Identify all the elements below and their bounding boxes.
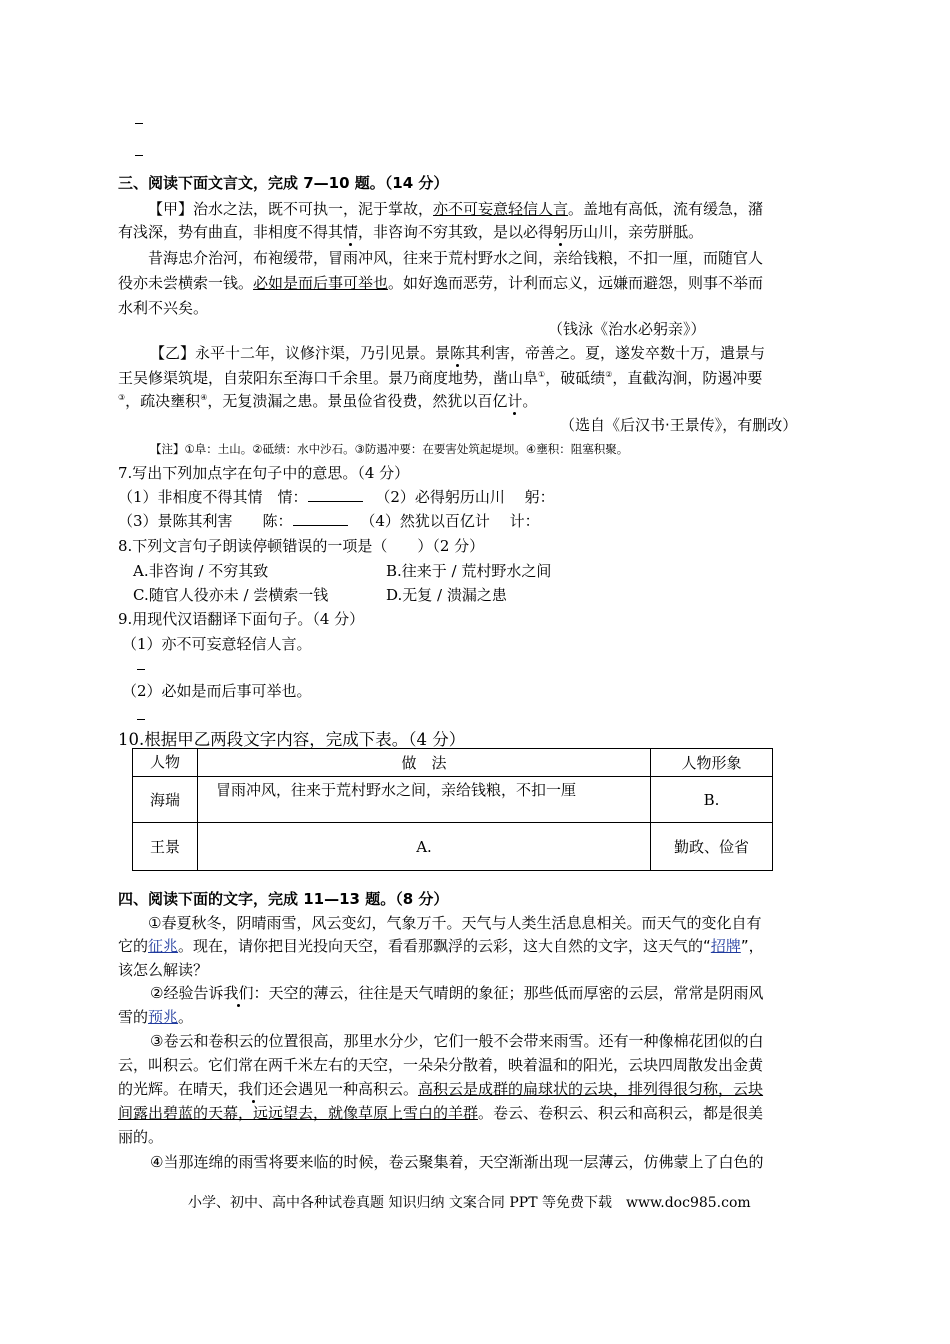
yi-text: ，无复溃漏之患。景虽俭省役费，然犹以百亿 bbox=[207, 392, 508, 410]
cell-method: 冒雨冲风，往来于荒村野水之间，亲给钱粮，不扣一厘 bbox=[198, 777, 651, 823]
s4-p1-line-3: 该怎么解读？ bbox=[118, 961, 209, 979]
q8-option-b[interactable]: B.往来于 / 荒村野水之间 bbox=[386, 562, 552, 580]
jia-p2-line-2 bbox=[118, 272, 763, 293]
table-row bbox=[133, 777, 773, 823]
footnote-mark: ③ bbox=[118, 393, 126, 402]
stray-dash-2 bbox=[135, 155, 143, 156]
q7-item-3: （3）景陈其利害 陈： bbox=[118, 512, 293, 530]
yi-text: 。 bbox=[522, 392, 538, 410]
yi-line-3 bbox=[118, 390, 537, 411]
link-zhaopai[interactable]: 招牌 bbox=[710, 937, 741, 955]
link-zhengzhao[interactable]: 征兆 bbox=[148, 937, 179, 955]
s4-p4-line-1: ④当那连绵的雨雪将要来临的时候，卷云聚集着，天空渐渐出现一层薄云，仿佛蒙上了白色的 bbox=[150, 1153, 764, 1171]
q7-row-1 bbox=[118, 486, 555, 507]
dotted-word: 我们 bbox=[223, 984, 254, 1002]
q10-stem: 10.根据甲乙两段文字内容，完成下表。（4 分） bbox=[118, 730, 466, 749]
s4-p2-line-2 bbox=[118, 1006, 193, 1027]
s4-text: 雪的 bbox=[118, 1008, 149, 1026]
q8-option-d[interactable]: D.无复 / 溃漏之患 bbox=[386, 586, 507, 604]
cell-person: 海瑞 bbox=[133, 777, 198, 823]
jia-p2-line-1: 昔海忠介治河，布袍缓带，冒雨冲风，往来于荒村野水之间，亲给钱粮，不扣一厘，而随官人 bbox=[148, 249, 764, 267]
jia-underlined-sentence: 必如是而后事可举也 bbox=[253, 274, 389, 292]
q7-stem: 7.写出下列加点字在句子中的意思。（4 分） bbox=[118, 464, 410, 482]
dotted-char: 计 bbox=[507, 392, 523, 410]
header-image: 人物形象 bbox=[651, 749, 773, 777]
footnote-mark: ② bbox=[605, 370, 613, 379]
q8-option-c[interactable]: C.随官人役亦未 / 尝横索一钱 bbox=[133, 586, 329, 604]
header-person: 人物 bbox=[133, 749, 198, 777]
yi-text: ，破砥绩 bbox=[545, 369, 606, 387]
jia-text: 【甲】治水之法，既不可执一，泥于掌故， bbox=[148, 200, 434, 218]
table-header-row bbox=[133, 749, 773, 777]
s4-text: 。 bbox=[178, 1008, 194, 1026]
s4-text: 。卷云、卷积云、积云和高积云，都是很美 bbox=[478, 1104, 764, 1122]
dotted-char: 情 bbox=[343, 223, 359, 241]
yi-text: 王吴修渠筑堤，自荥阳东至海口千余里。景乃商度地势，凿山阜 bbox=[118, 369, 539, 387]
dotted-word: 我们 bbox=[238, 1080, 269, 1098]
jia-underlined-sentence: 亦不可妄意轻信人言 bbox=[433, 200, 569, 218]
jia-line-2 bbox=[118, 221, 703, 242]
s4-p1-line-1: ①春夏秋冬，阴晴雨雪，风云变幻，气象万千。天气与人类生活息息相关。而天气的变化自有 bbox=[148, 914, 762, 932]
page-footer: 小学、初中、高中各种试卷真题 知识归纳 文案合同 PPT 等免费下载 www.doc985.com bbox=[188, 1195, 751, 1211]
dotted-char: 陈 bbox=[450, 344, 466, 362]
s4-p3-line-2: 云，叫积云。它们常在两千米左右的天空，一朵朵分散着，映着温和的阳光，云块四周散发出金黄 bbox=[118, 1056, 764, 1074]
s4-underlined-sentence: 间露出碧蓝的天幕，远远望去，就像草原上雪白的羊群 bbox=[118, 1104, 479, 1122]
jia-text: 有浅深，势有曲直，非相度不得其 bbox=[118, 223, 344, 241]
stray-dash-1 bbox=[135, 123, 143, 124]
q9-answer-line-2[interactable] bbox=[137, 719, 145, 720]
q10-table bbox=[132, 748, 773, 871]
link-yuzhao[interactable]: 预兆 bbox=[148, 1008, 179, 1026]
cell-image: 勤政、俭省 bbox=[651, 823, 773, 871]
s4-text: ②经验告诉 bbox=[150, 984, 224, 1002]
q7-row-2 bbox=[118, 510, 540, 531]
q8-stem: 8.下列文言句子朗读停顿错误的一项是（ ）（2 分） bbox=[118, 537, 485, 555]
jia-p2-line-3: 水利不兴矣。 bbox=[118, 299, 209, 317]
q7-answer-blank-1[interactable] bbox=[308, 487, 363, 502]
s4-p3-line-1: ③卷云和卷积云的位置很高，那里水分少，它们一般不会带来雨雪。还有一种像棉花团似的白 bbox=[150, 1032, 764, 1050]
jia-source: （钱泳《治水必躬亲》） bbox=[548, 320, 706, 338]
jia-text: ，非咨询不穷其致，是以必得 bbox=[358, 223, 554, 241]
q9-stem: 9.用现代汉语翻译下面句子。（4 分） bbox=[118, 610, 365, 628]
section4-heading: 四、阅读下面的文字，完成 11—13 题。（8 分） bbox=[118, 890, 449, 908]
q8-option-a[interactable]: A.非咨询 / 不穷其致 bbox=[133, 562, 269, 580]
s4-text: 它的 bbox=[118, 937, 149, 955]
s4-p3-line-5: 丽的。 bbox=[118, 1128, 164, 1146]
section3-heading: 三、阅读下面文言文，完成 7—10 题。（14 分） bbox=[118, 174, 449, 192]
yi-text: ，直截沟涧，防遏冲要 bbox=[612, 369, 763, 387]
q9-sentence-2: （2）必如是而后事可举也。 bbox=[122, 682, 312, 700]
footnote-mark: ① bbox=[538, 370, 546, 379]
header-method: 做 法 bbox=[198, 749, 651, 777]
yi-note: 【注】①阜：土山。②砥绩：水中沙石。③防遏冲要：在要害处筑起堤坝。④壅积：阻塞积聚。 bbox=[150, 442, 629, 456]
jia-text: 。如好逸而恶劳，计利而忘义，远嫌而避怨，则事不举而 bbox=[388, 274, 764, 292]
dotted-char: 躬 bbox=[553, 223, 569, 241]
yi-text: 【乙】永平十二年，议修汴渠，乃引见景。景 bbox=[150, 344, 451, 362]
jia-text: 役亦未尝横索一钱。 bbox=[118, 274, 254, 292]
s4-underlined-sentence: 高积云是成群的扁球状的云块，排列得很匀称，云块 bbox=[418, 1080, 764, 1098]
s4-p3-line-3 bbox=[118, 1078, 763, 1099]
cell-answer-b[interactable]: B. bbox=[651, 777, 773, 823]
s4-text: 的光辉。在晴天， bbox=[118, 1080, 239, 1098]
cell-person: 王景 bbox=[133, 823, 198, 871]
s4-text: ”， bbox=[740, 937, 764, 955]
jia-text: 历山川，亲劳胼胝。 bbox=[568, 223, 704, 241]
s4-p1-line-2 bbox=[118, 935, 764, 956]
s4-text: 还会遇见一种高积云。 bbox=[268, 1080, 419, 1098]
q7-answer-blank-3[interactable] bbox=[293, 511, 348, 526]
yi-source: （选自《后汉书·王景传》，有删改） bbox=[560, 416, 798, 434]
jia-line-1 bbox=[148, 198, 763, 219]
q9-sentence-1: （1）亦不可妄意轻信人言。 bbox=[122, 635, 312, 653]
s4-p2-line-1 bbox=[150, 982, 763, 1003]
yi-text: 其利害，帝善之。夏，遂发卒数十万，遣景与 bbox=[465, 344, 766, 362]
cell-answer-a[interactable]: A. bbox=[198, 823, 651, 871]
q7-item-2: （2）必得躬历山川 躬： bbox=[375, 488, 555, 506]
yi-text: ，疏决壅积 bbox=[125, 392, 201, 410]
jia-text: 。盖地有高低，流有缓急，潴 bbox=[568, 200, 764, 218]
q9-answer-line-1[interactable] bbox=[137, 669, 145, 670]
q7-item-1: （1）非相度不得其情 情： bbox=[118, 488, 308, 506]
q7-item-4: （4）然犹以百亿计 计： bbox=[360, 512, 540, 530]
table-row bbox=[133, 823, 773, 871]
yi-line-1 bbox=[150, 342, 765, 363]
s4-p3-line-4 bbox=[118, 1102, 763, 1123]
yi-line-2 bbox=[118, 367, 762, 388]
s4-text: 。现在，请你把目光投向天空，看看那飘浮的云彩，这大自然的文字，这天气的“ bbox=[178, 937, 711, 955]
s4-text: ：天空的薄云，往往是天气晴朗的象征；那些低而厚密的云层，常常是阴雨风 bbox=[253, 984, 764, 1002]
footnote-mark: ④ bbox=[200, 393, 208, 402]
